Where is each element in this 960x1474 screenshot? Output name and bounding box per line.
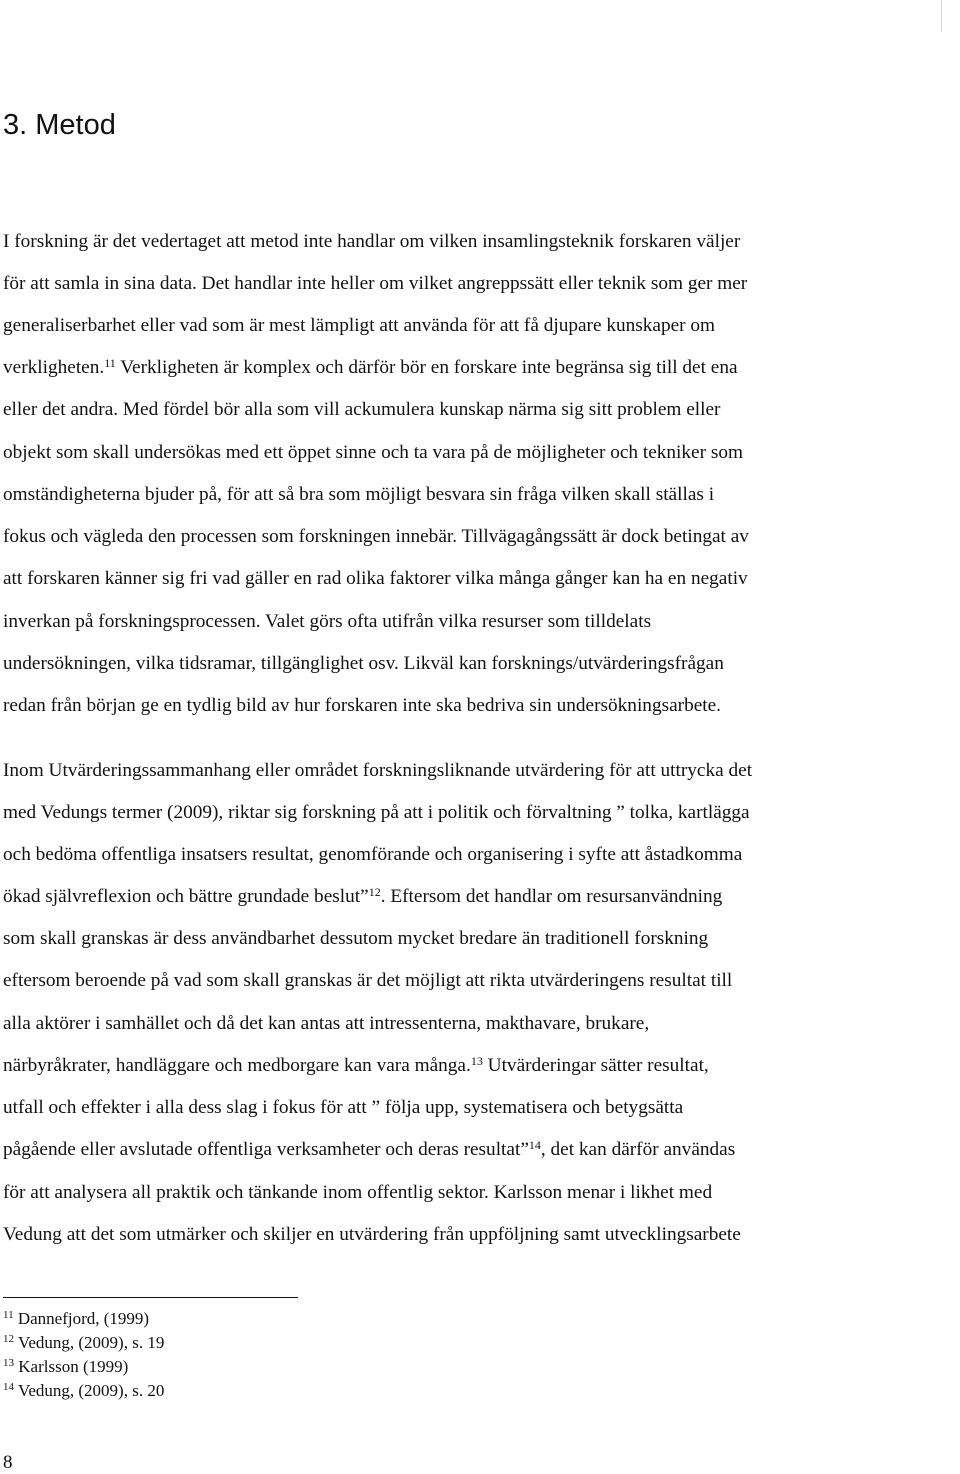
text-line: undersökningen, vilka tidsramar, tillgänglighet osv. Likväl kan forsknings/utvärderingsfrågan — [3, 653, 724, 674]
footnote-item — [3, 1308, 149, 1330]
text-line: Inom Utvärderingssammanhang eller området forskningsliknande utvärdering för att uttrycka det — [3, 760, 753, 781]
text-line: alla aktörer i samhället och då det kan antas att intressenterna, makthavare, brukare, — [3, 1013, 650, 1034]
text-line: eller det andra. Med fördel bör alla som vill ackumulera kunskap närma sig sitt problem eller — [3, 399, 721, 420]
text-run: . Eftersom det handlar om resursanvändning — [380, 886, 723, 907]
section-heading: 3. Metod — [3, 109, 116, 141]
page-number: 8 — [3, 1452, 13, 1473]
text-line — [3, 884, 722, 910]
footnote-ref-12: 12 — [368, 885, 381, 899]
text-run: verkligheten. — [3, 357, 105, 378]
footnote-number: 12 — [3, 1333, 14, 1345]
text-line — [3, 1053, 709, 1079]
footnote-ref-14: 14 — [528, 1138, 541, 1152]
footnote-text: Dannefjord, (1999) — [13, 1309, 150, 1328]
footnote-item — [3, 1356, 128, 1378]
text-run: ökad självreflexion och bättre grundade beslut” — [3, 886, 369, 907]
text-line: och bedöma offentliga insatsers resultat, genomförande och organisering i syfte att åstadkomma — [3, 844, 743, 865]
footnote-text: Karlsson (1999) — [14, 1357, 129, 1376]
text-run: , det kan därför användas — [540, 1139, 736, 1160]
text-line: Vedung att det som utmärker och skiljer en utvärdering från uppföljning samt utvecklingsarbete — [3, 1224, 741, 1245]
footnote-number: 13 — [3, 1357, 14, 1369]
footnote-text: Vedung, (2009), s. 20 — [14, 1381, 165, 1400]
text-line: fokus och vägleda den processen som forskningen innebär. Tillvägagångssätt är dock betingat av — [3, 526, 749, 547]
footnote-text: Vedung, (2009), s. 19 — [14, 1333, 165, 1352]
page-corner-mark — [941, 0, 942, 32]
text-line: I forskning är det vedertaget att metod inte handlar om vilken insamlingsteknik forskaren väljer — [3, 231, 741, 252]
text-line: att forskaren känner sig fri vad gäller en rad olika faktorer vilka många gånger kan ha en negativ — [3, 568, 748, 589]
footnote-item — [3, 1332, 164, 1354]
footnote-ref-11: 11 — [104, 356, 116, 370]
text-line — [3, 1137, 735, 1163]
text-line: generaliserbarhet eller vad som är mest lämpligt att använda för att få djupare kunskaper om — [3, 315, 716, 336]
text-line: omständigheterna bjuder på, för att så bra som möjligt besvara sin fråga vilken skall ställas i — [3, 484, 715, 505]
text-line: objekt som skall undersökas med ett öppet sinne och ta vara på de möjligheter och tekniker som — [3, 442, 743, 463]
footnote-separator — [3, 1297, 298, 1298]
text-line: inverkan på forskningsprocessen. Valet görs ofta utifrån vilka resurser som tilldelats — [3, 611, 652, 632]
text-run: Utvärderingar sätter resultat, — [482, 1055, 709, 1076]
text-line — [3, 355, 738, 381]
footnote-number: 11 — [3, 1309, 14, 1321]
text-line: med Vedungs termer (2009), riktar sig forskning på att i politik och förvaltning ” tolka, kartlägga — [3, 802, 750, 823]
text-line: utfall och effekter i alla dess slag i fokus för att ” följa upp, systematisera och betygsätta — [3, 1097, 684, 1118]
footnote-item — [3, 1380, 164, 1402]
text-line: för att analysera all praktik och tänkande inom offentlig sektor. Karlsson menar i likhet med — [3, 1182, 713, 1203]
text-line: redan från början ge en tydlig bild av hur forskaren inte ska bedriva sin undersökningsarbete. — [3, 695, 722, 716]
text-run: pågående eller avslutade offentliga verksamheter och deras resultat” — [3, 1139, 529, 1160]
text-line: eftersom beroende på vad som skall granskas är det möjligt att rikta utvärderingens resultat till — [3, 970, 733, 991]
text-line: för att samla in sina data. Det handlar inte heller om vilket angreppssätt eller teknik som ger mer — [3, 273, 748, 294]
text-run: Verkligheten är komplex och därför bör en forskare inte begränsa sig till det ena — [115, 357, 738, 378]
text-run: närbyråkrater, handläggare och medborgare kan vara många. — [3, 1055, 471, 1076]
footnote-ref-13: 13 — [470, 1054, 483, 1068]
text-line: som skall granskas är dess användbarhet dessutom mycket bredare än traditionell forskning — [3, 928, 709, 949]
footnote-number: 14 — [3, 1381, 14, 1393]
